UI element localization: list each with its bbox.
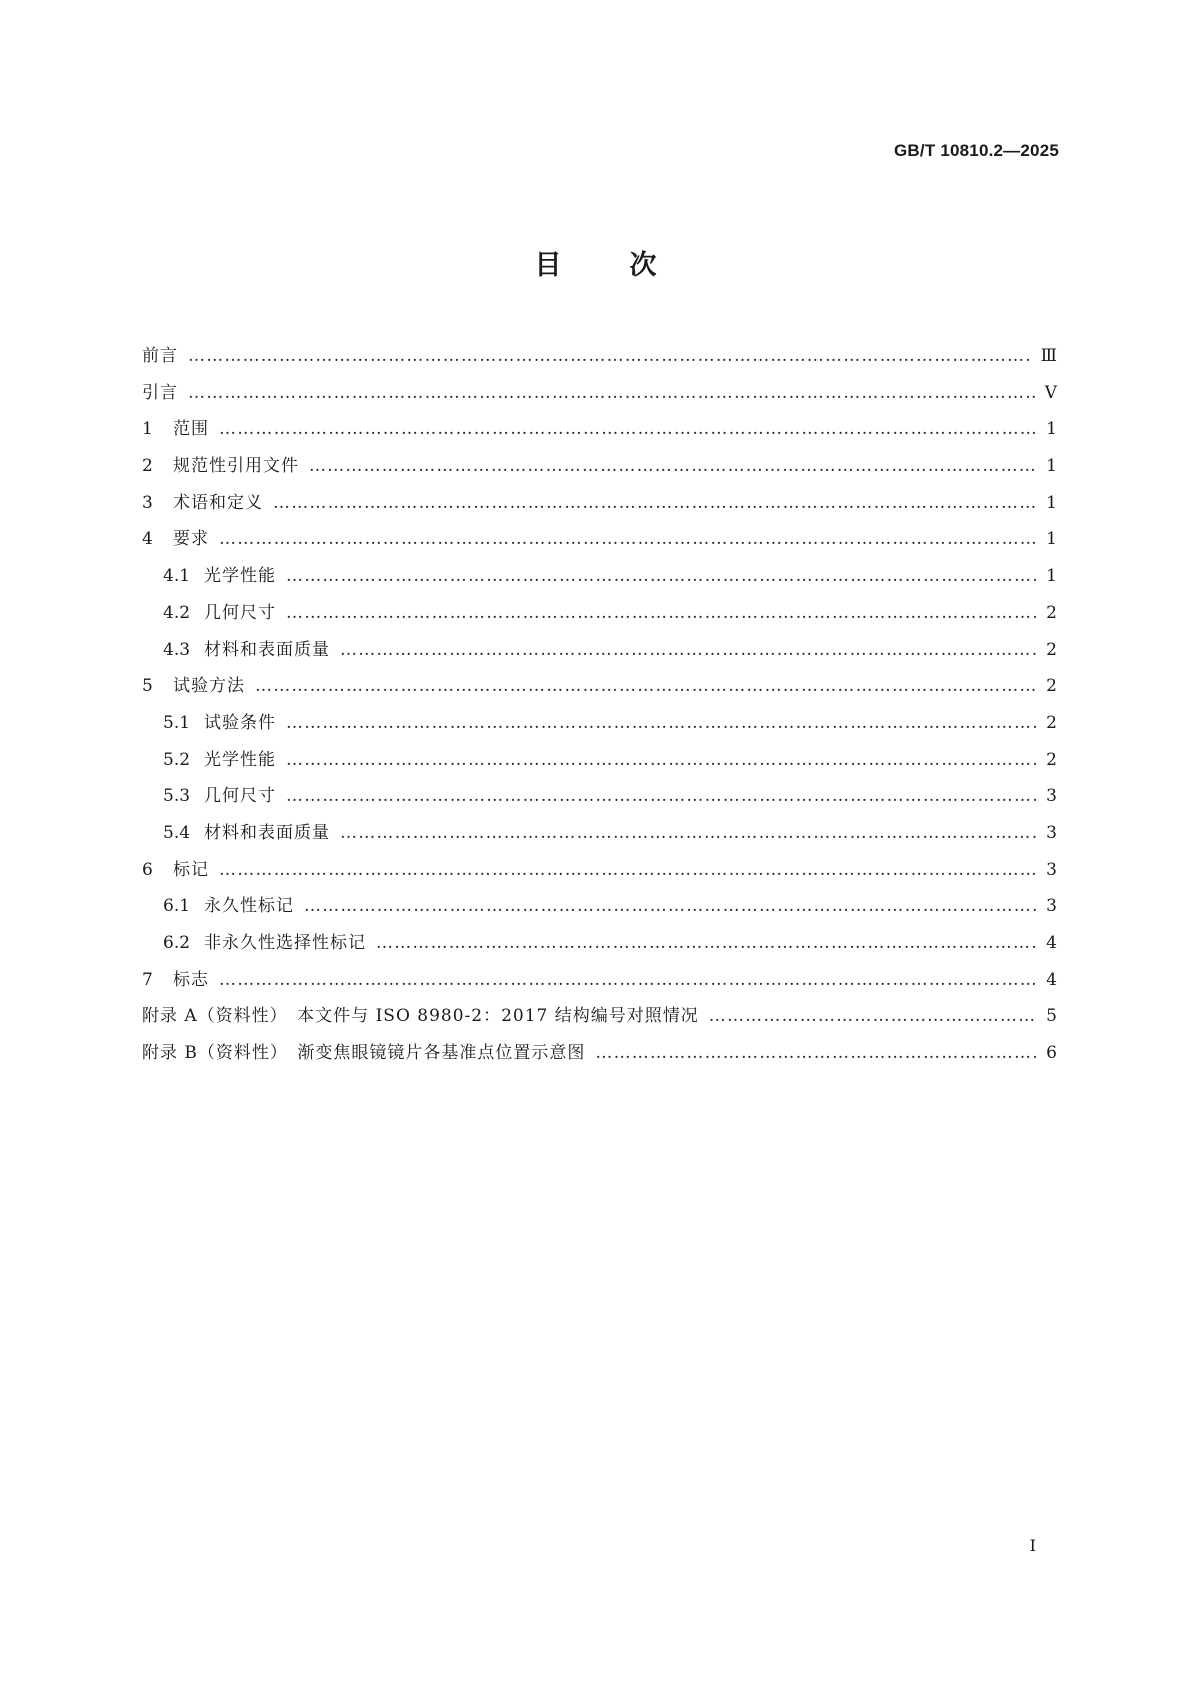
toc-label: 试验条件	[204, 712, 276, 733]
toc-leader-dots	[286, 750, 1036, 770]
toc-entry-introduction[interactable]	[142, 378, 1057, 415]
toc-page-number: 2	[1046, 602, 1057, 623]
toc-leader-dots	[219, 970, 1036, 990]
toc-page-number: 5	[1046, 1006, 1057, 1027]
toc-entry-5[interactable]	[142, 671, 1057, 708]
toc-label: 术语和定义	[173, 492, 263, 513]
toc-entry-2[interactable]	[142, 451, 1057, 488]
toc-entry-5-2[interactable]	[142, 745, 1057, 782]
toc-page-number: 2	[1046, 676, 1057, 697]
toc-label: 规范性引用文件	[173, 456, 299, 477]
toc-label: 材料和表面质量	[204, 639, 330, 660]
toc-label: 标记	[173, 859, 209, 880]
toc-leader-dots	[188, 346, 1031, 366]
toc-page-number: 4	[1046, 933, 1057, 953]
toc-entry-4-1[interactable]	[142, 561, 1057, 598]
toc-entry-4-3[interactable]	[142, 635, 1057, 672]
toc-label: 几何尺寸	[204, 786, 276, 807]
toc-number: 5.4	[163, 822, 191, 843]
toc-entry-3[interactable]	[142, 488, 1057, 525]
toc-leader-dots	[340, 640, 1036, 660]
toc-page-number: 1	[1046, 456, 1057, 477]
toc-entry-6-2[interactable]	[142, 928, 1057, 965]
toc-label: 非永久性选择性标记	[204, 933, 366, 953]
toc-label: 材料和表面质量	[204, 822, 330, 843]
toc-entry-annex-a[interactable]	[142, 1001, 1057, 1038]
standard-code: GB/T 10810.2—2025	[894, 141, 1059, 160]
toc-number: 1	[142, 419, 153, 440]
toc-page-number: 1	[1046, 419, 1057, 440]
toc-page-number: 3	[1046, 896, 1057, 917]
toc-entry-4-2[interactable]	[142, 598, 1057, 635]
toc-leader-dots	[304, 896, 1036, 916]
toc-entry-5-4[interactable]	[142, 818, 1057, 855]
toc-label: 范围	[173, 419, 209, 440]
toc-entry-6-1[interactable]	[142, 891, 1057, 928]
toc-entry-5-1[interactable]	[142, 708, 1057, 745]
toc-number: 7	[142, 969, 153, 990]
toc-entry-foreword[interactable]	[142, 341, 1057, 378]
toc-number: 2	[142, 456, 153, 477]
toc-page-number: Ⅲ	[1040, 346, 1057, 366]
toc-leader-dots	[273, 493, 1036, 513]
toc-label: 前言	[142, 346, 178, 366]
toc-leader-dots	[286, 786, 1036, 806]
title-char-1: 目	[534, 250, 562, 281]
toc-label: 标志	[173, 969, 209, 990]
toc-label: 光学性能	[204, 566, 276, 587]
toc-page-number: 4	[1046, 969, 1057, 990]
page-number: I	[1029, 1536, 1036, 1555]
toc-label: 附录 A（资料性） 本文件与 ISO 8980-2：2017 结构编号对照情况	[142, 1006, 699, 1027]
toc-number: 5	[142, 676, 153, 697]
title-char-2: 次	[629, 250, 657, 281]
toc-leader-dots	[286, 603, 1036, 623]
toc-number: 4	[142, 529, 153, 550]
toc-leader-dots	[340, 823, 1036, 843]
toc-number: 4.3	[163, 639, 191, 660]
toc-leader-dots	[309, 456, 1036, 476]
toc-entry-annex-b[interactable]	[142, 1038, 1057, 1075]
toc-page-number: 2	[1046, 712, 1057, 733]
toc-number: 6.2	[163, 933, 191, 953]
toc-number: 6	[142, 859, 153, 880]
toc-page-number: 1	[1046, 492, 1057, 513]
toc-number: 4.2	[163, 602, 191, 623]
toc-page-number: 2	[1046, 749, 1057, 770]
toc-leader-dots	[219, 860, 1036, 880]
page-title	[0, 243, 1191, 282]
toc-entry-6[interactable]	[142, 855, 1057, 892]
toc-page-number: Ⅴ	[1044, 382, 1057, 403]
toc-entry-7[interactable]	[142, 965, 1057, 1002]
toc-leader-dots	[709, 1006, 1036, 1026]
toc-number: 5.3	[163, 786, 191, 807]
toc-leader-dots	[219, 419, 1036, 439]
toc-leader-dots	[286, 713, 1036, 733]
toc-label: 试验方法	[173, 676, 245, 697]
toc-page-number: 3	[1046, 786, 1057, 807]
toc-page-number: 3	[1046, 859, 1057, 880]
toc-number: 5.1	[163, 712, 191, 733]
toc-label: 几何尺寸	[204, 602, 276, 623]
toc-entry-5-3[interactable]	[142, 781, 1057, 818]
toc-leader-dots	[219, 529, 1036, 549]
toc-label: 光学性能	[204, 749, 276, 770]
toc-number: 4.1	[163, 566, 191, 587]
toc-leader-dots	[188, 383, 1035, 403]
toc-entry-4[interactable]	[142, 524, 1057, 561]
toc-page-number: 3	[1046, 822, 1057, 843]
toc-number: 6.1	[163, 896, 191, 917]
toc-page-number: 1	[1046, 529, 1057, 550]
toc-label: 要求	[173, 529, 209, 550]
toc-label: 引言	[142, 382, 178, 403]
toc-leader-dots	[376, 933, 1036, 953]
toc-label: 永久性标记	[204, 896, 294, 917]
toc-leader-dots	[286, 566, 1036, 586]
toc-number: 3	[142, 492, 153, 513]
toc-page-number: 1	[1046, 566, 1057, 587]
toc-leader-dots	[595, 1043, 1036, 1063]
toc-page-number: 6	[1046, 1043, 1057, 1064]
toc-label: 附录 B（资料性） 渐变焦眼镜镜片各基准点位置示意图	[142, 1043, 586, 1064]
toc-page-number: 2	[1046, 639, 1057, 660]
table-of-contents	[142, 341, 1057, 1075]
toc-number: 5.2	[163, 749, 191, 770]
toc-entry-1[interactable]	[142, 414, 1057, 451]
toc-leader-dots	[255, 676, 1036, 696]
